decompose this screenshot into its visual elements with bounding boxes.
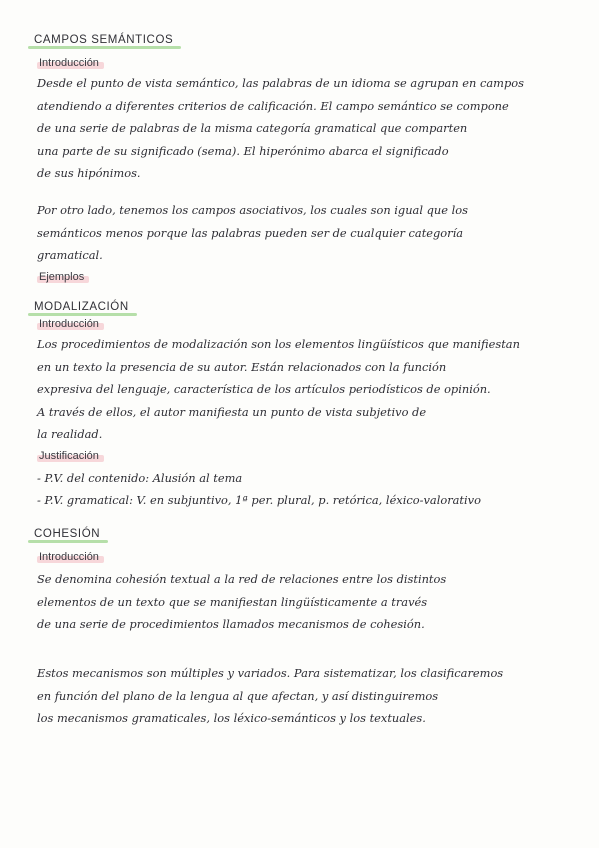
section-title-modalizacion: MODALIZACIÓN [34, 301, 129, 313]
text-line: elementos de un texto que se manifiestan lingüísticamente a través [37, 594, 428, 609]
subtitle-intro-campos: Introducción [37, 57, 104, 69]
list-item: - P.V. gramatical: V. en subjuntivo, 1ª per. plural, p. retórica, léxico-valorativo [37, 493, 481, 507]
text-line: Los procedimientos de modalización son los elementos lingüísticos que manifiestan [37, 337, 520, 351]
text-line: los mecanismos gramaticales, los léxico-semánticos y los textuales. [37, 711, 426, 725]
text-line: Desde el punto de vista semántico, las palabras de un idioma se agrupan en campos [37, 76, 524, 90]
text-line: una parte de su significado (sema). El hiperónimo abarca el significado [37, 143, 449, 158]
text-line: semánticos menos porque las palabras pueden ser de cualquier categoría [37, 225, 464, 240]
subtitle-justificacion: Justificación [37, 450, 104, 462]
text-line: gramatical. [37, 248, 103, 262]
text-line: Se denomina cohesión textual a la red de relaciones entre los distintos [37, 572, 447, 586]
subtitle-intro-cohesion: Introducción [37, 551, 104, 563]
section-title-campos: CAMPOS SEMÁNTICOS [34, 34, 174, 46]
section-title-cohesion: COHESIÓN [34, 528, 101, 540]
subtitle-ejemplos: Ejemplos [37, 271, 89, 283]
text-line: en función del plano de la lengua al que afectan, y así distinguiremos [37, 688, 439, 703]
justification-list [37, 467, 577, 511]
text-line: expresiva del lenguaje, característica de los artículos periodísticos de opinión. [37, 382, 491, 396]
paragraph-campos-2 [37, 199, 567, 267]
text-line: de sus hipónimos. [37, 166, 141, 180]
text-line: Por otro lado, tenemos los campos asociativos, los cuales son igual que los [37, 203, 468, 217]
text-line: de una serie de palabras de la misma categoría gramatical que comparten [37, 121, 468, 135]
subtitle-intro-modalizacion: Introducción [37, 318, 104, 330]
text-line: A través de ellos, el autor manifiesta un punto de vista subjetivo de [37, 404, 427, 419]
paragraph-cohesion-1 [37, 568, 567, 636]
list-item: - P.V. del contenido: Alusión al tema [37, 471, 243, 485]
paragraph-modalizacion [37, 333, 567, 446]
text-line: la realidad. [37, 427, 103, 441]
paragraph-campos-1 [37, 72, 567, 185]
text-line: Estos mecanismos son múltiples y variados. Para sistematizar, los clasificaremos [37, 666, 504, 680]
text-line: en un texto la presencia de su autor. Están relacionados con la función [37, 359, 447, 374]
text-line: atendiendo a diferentes criterios de calificación. El campo semántico se compone [37, 98, 509, 113]
text-line: de una serie de procedimientos llamados mecanismos de cohesión. [37, 617, 425, 631]
paragraph-cohesion-2 [37, 662, 567, 730]
